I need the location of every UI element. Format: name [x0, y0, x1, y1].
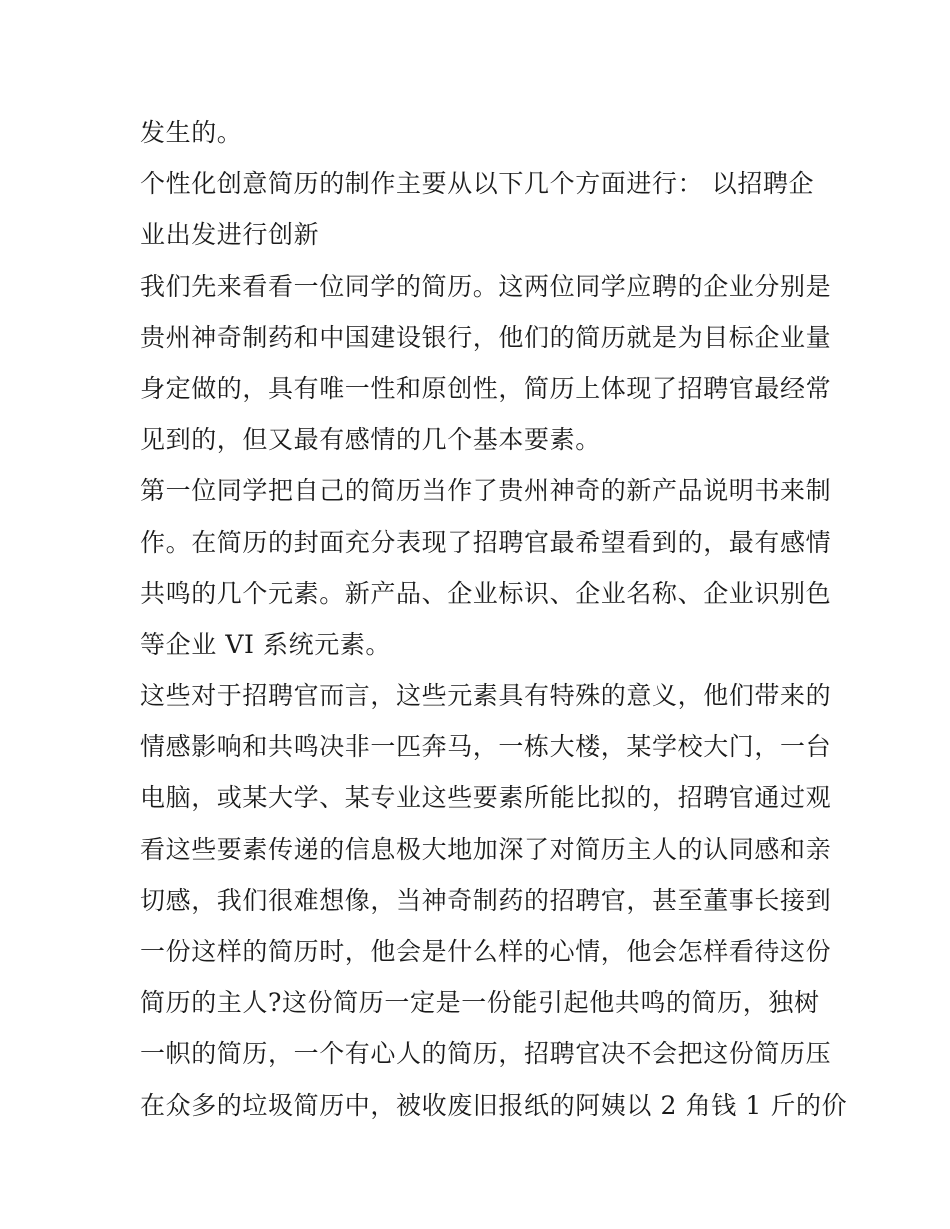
text-line: 身定做的，具有唯一性和原创性，简历上体现了招聘官最经常 — [140, 373, 832, 403]
text-line: 我们先来看看一位同学的简历。这两位同学应聘的企业分别是 — [140, 271, 832, 301]
text-line: 一帜的简历，一个有心人的简历，招聘官决不会把这份简历压 — [140, 1039, 832, 1069]
text-line: 简历的主人?这份简历一定是一份能引起他共鸣的简历，独树 — [140, 988, 820, 1018]
text-line: 作。在简历的封面充分表现了招聘官最希望看到的，最有感情 — [140, 527, 832, 557]
text-line: 看这些要素传递的信息极大地加深了对简历主人的认同感和亲 — [140, 834, 832, 864]
text-line: 在众多的垃圾简历中，被收废旧报纸的阿姨以 2 角钱 1 斤的价 — [140, 1090, 848, 1120]
text-line: 一份这样的简历时，他会是什么样的心情，他会怎样看待这份 — [140, 937, 832, 966]
text-line: 贵州神奇制药和中国建设银行，他们的简历就是为目标企业量 — [140, 322, 832, 352]
text-line: 切感，我们很难想像，当神奇制药的招聘官，甚至董事长接到 — [140, 885, 832, 915]
text-line: 见到的，但又最有感情的几个基本要素。 — [140, 425, 601, 455]
text-line: 发生的。 — [140, 118, 243, 147]
text-line: 电脑，或某大学、某专业这些要素所能比拟的，招聘官通过观 — [140, 783, 832, 813]
text-line: 个性化创意简历的制作主要从以下几个方面进行： 以招聘企 — [140, 169, 815, 199]
text-line: 共鸣的几个元素。新产品、企业标识、企业名称、企业识别色 — [140, 578, 832, 608]
text-line: 业出发进行创新 — [140, 220, 320, 250]
text-line: 第一位同学把自己的简历当作了贵州神奇的新产品说明书来制 — [140, 476, 832, 506]
text-line: 情感影响和共鸣决非一匹奔马，一栋大楼，某学校大门，一台 — [140, 732, 832, 762]
text-line: 这些对于招聘官而言，这些元素具有特殊的意义，他们带来的 — [140, 681, 832, 711]
body-text — [140, 107, 848, 1131]
text-line: 等企业 VI 系统元素。 — [140, 629, 392, 659]
